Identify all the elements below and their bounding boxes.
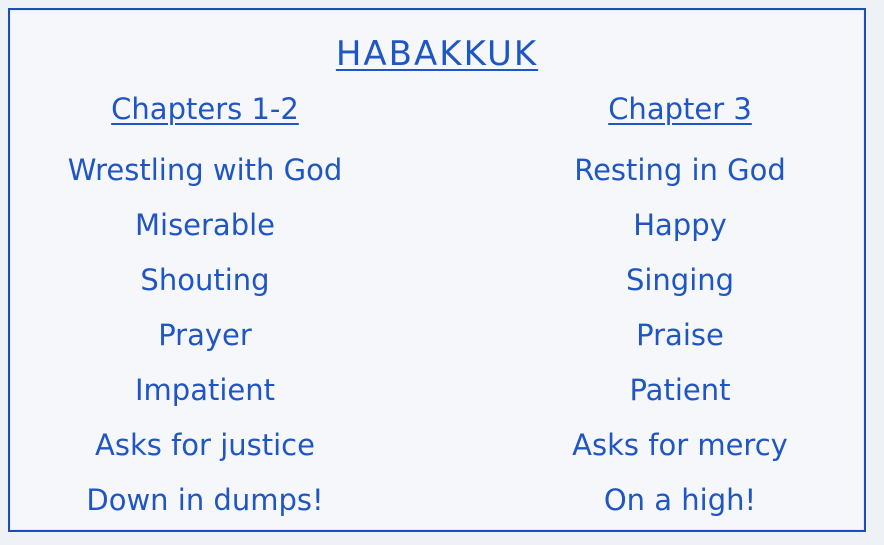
left-column-heading: Chapters 1-2 xyxy=(111,92,299,126)
left-item-5: Impatient xyxy=(134,373,275,407)
comparison-card xyxy=(8,8,866,532)
right-column-heading: Chapter 3 xyxy=(608,92,752,126)
right-item-4: Praise xyxy=(636,318,724,352)
right-item-7: On a high! xyxy=(603,483,757,517)
left-column xyxy=(45,92,365,528)
left-item-1: Wrestling with God xyxy=(67,153,343,187)
right-item-3: Singing xyxy=(625,263,735,297)
right-item-6: Asks for mercy xyxy=(572,428,788,462)
left-item-4: Prayer xyxy=(158,318,252,352)
left-item-3: Shouting xyxy=(140,263,270,297)
page-title: HABAKKUK xyxy=(335,34,539,74)
left-item-2: Miserable xyxy=(134,208,276,242)
left-item-7: Down in dumps! xyxy=(86,483,324,517)
right-item-5: Patient xyxy=(629,373,731,407)
right-item-2: Happy xyxy=(633,208,727,242)
left-item-6: Asks for justice xyxy=(95,428,315,462)
right-column xyxy=(520,92,840,528)
right-item-1: Resting in God xyxy=(574,153,786,187)
